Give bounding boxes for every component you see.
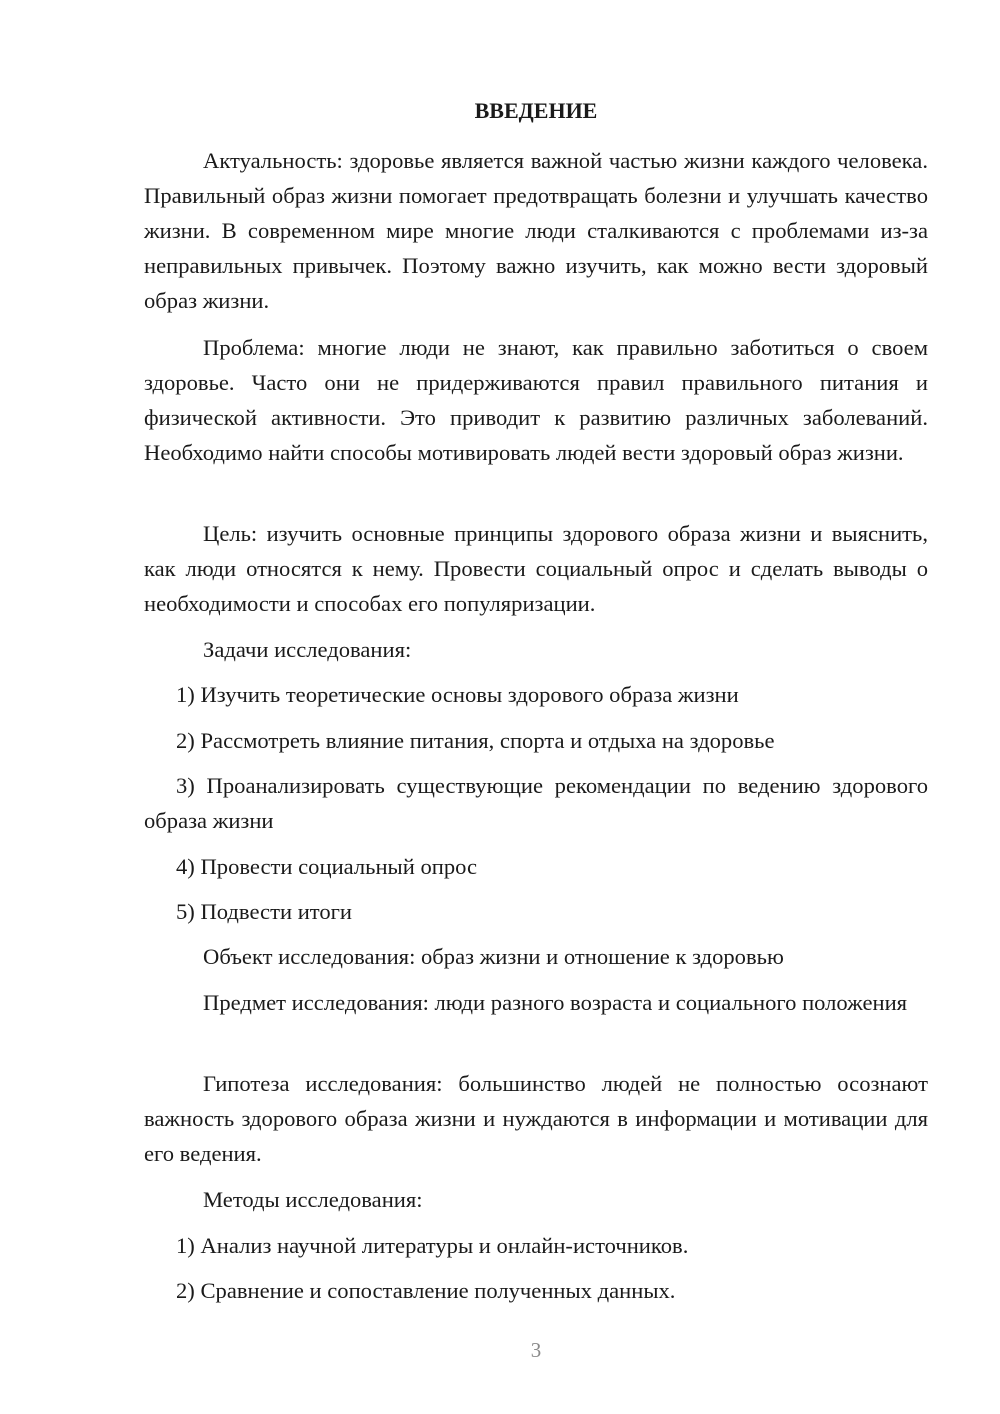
method-item-2: 2) Сравнение и сопоставление полученных данных.: [176, 1278, 676, 1303]
relevance-paragraph: Актуальность: здоровье является важной частью жизни каждого человека. Правильный образ жизни помогает предотвращать болезни и улучшать качество жизни. В современном мире многие люди сталкиваются с проблемами из-за неправильных привычек. Поэтому важно изучить, как можно вести здоровый образ жизни.: [144, 148, 928, 313]
method-item-1: 1) Анализ научной литературы и онлайн-источников.: [176, 1233, 689, 1258]
hypothesis-paragraph: Гипотеза исследования: большинство людей не полностью осознают важность здорового образа жизни и нуждаются в информации и мотивации для его ведения.: [144, 1071, 928, 1166]
task-item-5: 5) Подвести итоги: [176, 899, 353, 924]
task-item-4: 4) Провести социальный опрос: [176, 854, 478, 879]
tasks-title: Задачи исследования:: [203, 637, 412, 662]
goal-paragraph: Цель: изучить основные принципы здорового образа жизни и выяснить, как люди относятся к нему. Провести социальный опрос и сделать выводы о необходимости и способах его популяризации.: [144, 521, 928, 616]
task-item-1: 1) Изучить теоретические основы здорового образа жизни: [176, 682, 739, 707]
subject-paragraph: Предмет исследования: люди разного возраста и социального положения: [203, 990, 908, 1015]
section-heading: ВВЕДЕНИЕ: [474, 98, 598, 123]
page-number: 3: [530, 1338, 542, 1362]
task-item-2: 2) Рассмотреть влияние питания, спорта и отдыха на здоровье: [176, 728, 775, 753]
task-item-3: 3) Проанализировать существующие рекомендации по ведению здорового образа жизни: [144, 773, 928, 833]
problem-paragraph: Проблема: многие люди не знают, как правильно заботиться о своем здоровье. Часто они не придерживаются правил правильного питания и физической активности. Это приводит к развитию различных заболеваний. Необходимо найти способы мотивировать людей вести здоровый образ жизни.: [144, 335, 928, 465]
methods-title: Методы исследования:: [203, 1187, 423, 1212]
object-paragraph: Объект исследования: образ жизни и отношение к здоровью: [203, 944, 784, 969]
document-page: [144, 0, 928, 1414]
